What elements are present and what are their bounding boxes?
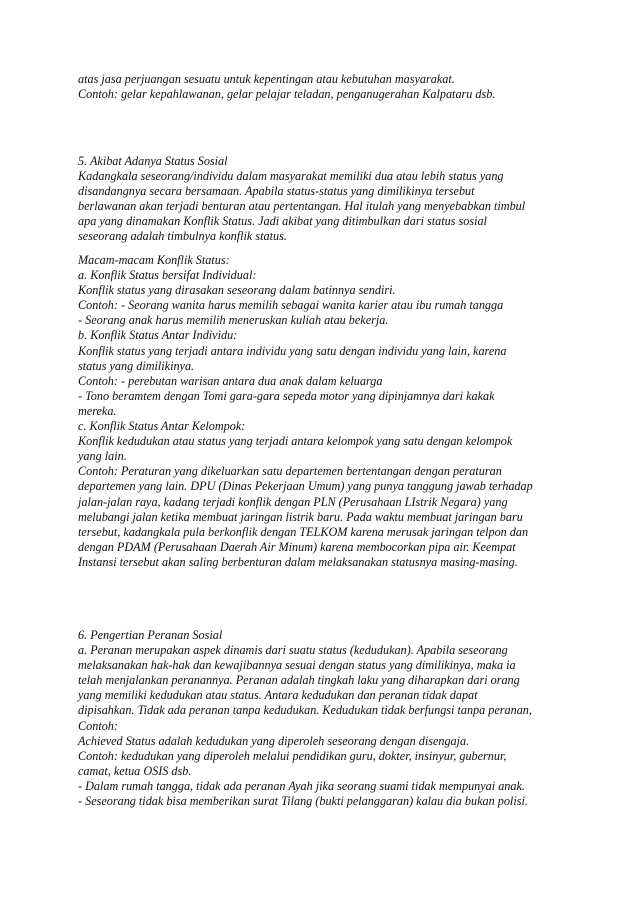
text-line: atas jasa perjuangan sesuatu untuk kepentingan atau kebutuhan masyarakat.	[78, 72, 455, 86]
subheading: Macam-macam Konflik Status:	[78, 253, 230, 267]
text-line: Contoh:	[78, 718, 118, 733]
text-line: seseorang adalah timbulnya konflik status.	[78, 229, 287, 244]
text-line: Achieved Status adalah kedudukan yang diperoleh seseorang dengan disengaja.	[78, 733, 470, 748]
text-line: - Tono beramtem dengan Tomi gara-gara sepeda motor yang dipinjamnya dari kakak	[78, 388, 495, 403]
text-line: status yang dimilikinya.	[78, 358, 195, 373]
text-line: - Seorang anak harus memilih meneruskan kuliah atau bekerja.	[78, 313, 389, 328]
text-line: Konflik status yang dirasakan seseorang dalam batinnya sendiri.	[78, 283, 396, 298]
list-heading: b. Konflik Status Antar Individu:	[78, 328, 238, 343]
text-line: - Seseorang tidak bisa memberikan surat Tilang (bukti pelanggaran) kalau dia bukan polisi.	[78, 794, 528, 809]
section-heading: 5. Akibat Adanya Status Sosial	[78, 154, 228, 168]
text-line: Contoh: - Seorang wanita harus memilih sebagai wanita karier atau ibu rumah tangga	[78, 298, 504, 313]
list-heading: c. Konflik Status Antar Kelompok:	[78, 419, 246, 434]
text-line: mereka.	[78, 403, 117, 418]
text-line: Instansi tersebut akan saling berbenturan dalam melaksanakan statusnya masing-masing.	[78, 554, 518, 569]
text-line: Konflik kedudukan atau status yang terjadi antara kelompok yang satu dengan kelompok	[78, 434, 513, 449]
text-line: tersebut, kadangkala pula berkonflik dengan TELKOM karena merusak jaringan telpon dan	[78, 524, 529, 539]
text-line: departemen yang lain. DPU (Dinas Pekerjaan Umum) yang punya tanggung jawab terhadap	[78, 479, 533, 494]
text-line: Kadangkala seseorang/individu dalam masyarakat memiliki dua atau lebih status yang	[78, 169, 504, 184]
text-line: yang lain.	[78, 449, 127, 464]
text-line: a. Peranan merupakan aspek dinamis dari suatu status (kedudukan). Apabila seseorang	[78, 643, 508, 658]
section-5-akibat-status	[78, 154, 525, 245]
text-line: yang memiliki kedudukan atau status. Antara kedudukan dan peranan tidak dapat	[78, 688, 478, 703]
text-line: apa yang dinamakan Konflik Status. Jadi akibat yang ditimbulkan dari status sosial	[78, 214, 487, 229]
macam-konflik-status	[78, 253, 533, 570]
text-line: Contoh: gelar kepahlawanan, gelar pelajar teladan, penganugerahan Kalpataru dsb.	[78, 87, 496, 102]
text-line: jalan-jalan raya, kadang terjadi konflik dengan PLN (Perusahaan LIstrik Negara) yang	[78, 494, 508, 509]
intro-paragraph	[78, 72, 495, 102]
text-line: - Dalam rumah tangga, tidak ada peranan Ayah jika seorang suami tidak mempunyai anak.	[78, 778, 525, 793]
text-line: Contoh: kedudukan yang diperoleh melalui pendidikan guru, dokter, insinyur, gubernur,	[78, 748, 507, 763]
text-line: melubangi jalan ketika membuat jaringan listrik baru. Pada waktu membuat jaringan baru	[78, 509, 523, 524]
text-line: camat, ketua OSIS dsb.	[78, 763, 192, 778]
text-line: Contoh: Peraturan yang dikeluarkan satu departemen bertentangan dengan peraturan	[78, 464, 502, 479]
text-line: Contoh: - perebutan warisan antara dua anak dalam keluarga	[78, 373, 383, 388]
text-line: dengan PDAM (Perusahaan Daerah Air Minum) karena membocorkan pipa air. Keempat	[78, 539, 516, 554]
text-line: disandangnya secara bersamaan. Apabila status-status yang dimilikinya tersebut	[78, 184, 475, 199]
text-line: telah menjalankan peranannya. Peranan adalah tingkah laku yang diharapkan dari orang	[78, 673, 520, 688]
text-line: berlawanan akan terjadi benturan atau pertentangan. Hal itulah yang menyebabkan timbul	[78, 199, 526, 214]
section-heading: 6. Pengertian Peranan Sosial	[78, 628, 223, 642]
text-line: melaksanakan hak-hak dan kewajibannya sesuai dengan status yang dimilikinya, maka ia	[78, 658, 516, 673]
list-heading: a. Konflik Status bersifat Individual:	[78, 268, 257, 283]
text-line: dipisahkan. Tidak ada peranan tanpa kedudukan. Kedudukan tidak berfungsi tanpa peranan,	[78, 703, 532, 718]
text-line: Konflik status yang terjadi antara individu yang satu dengan individu yang lain, karena	[78, 343, 507, 358]
section-6-peranan-sosial	[78, 628, 532, 809]
